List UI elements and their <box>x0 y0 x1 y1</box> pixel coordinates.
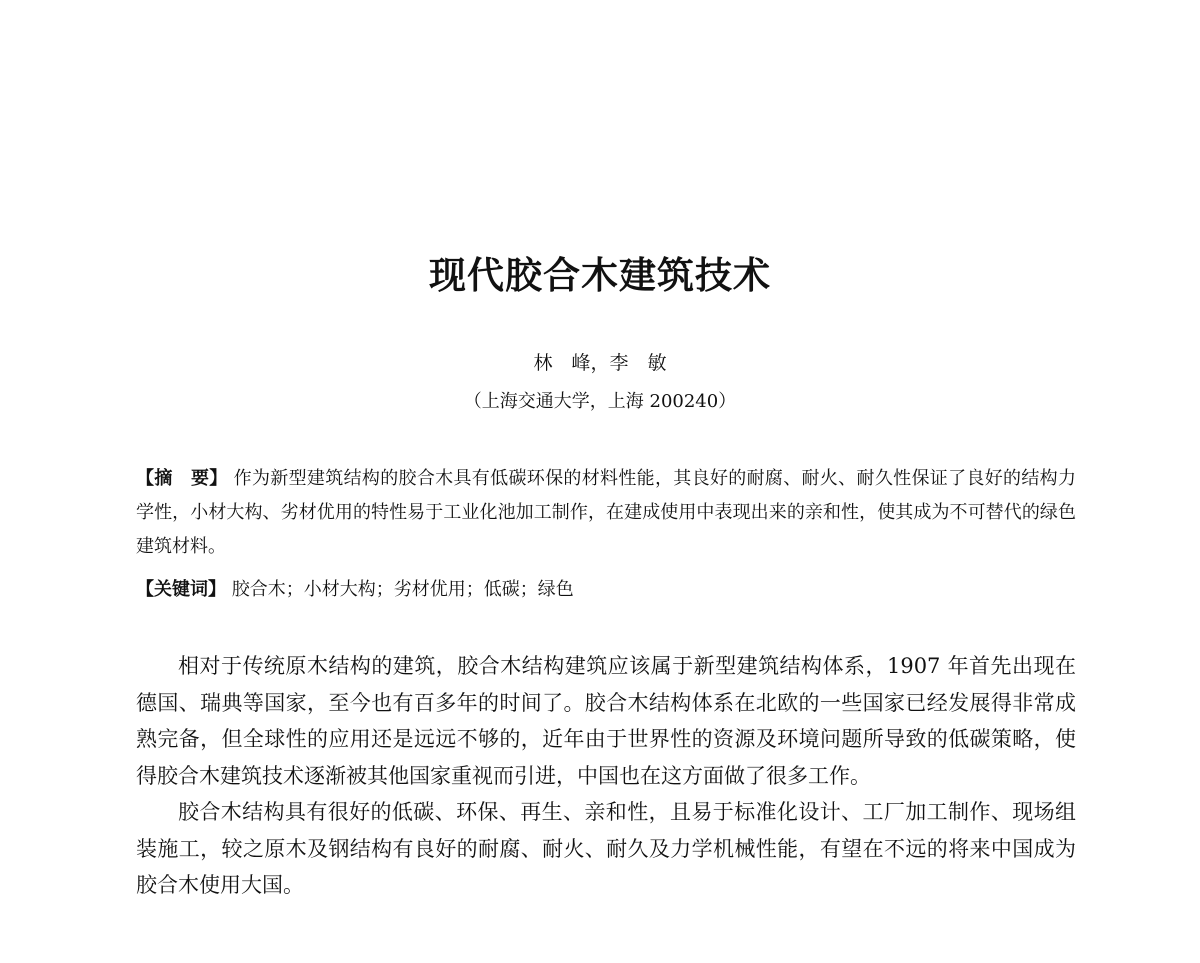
body-paragraph-2: 胶合木结构具有很好的低碳、环保、再生、亲和性，且易于标准化设计、工厂加工制作、现场组装施工，较之原木及钢结构有良好的耐腐、耐火、耐久及力学机械性能，有望在不远的将来中国成为胶合木使用大国。 <box>136 800 1076 897</box>
body-text <box>136 648 1076 904</box>
paper-affiliation: （上海交通大学，上海 200240） <box>463 391 737 412</box>
paper-title: 现代胶合木建筑技术 <box>429 254 771 297</box>
abstract-section <box>136 462 1076 564</box>
paper-authors: 林 峰，李 敏 <box>533 352 667 374</box>
body-paragraph-1: 相对于传统原木结构的建筑，胶合木结构建筑应该属于新型建筑结构体系，1907 年首先出现在德国、瑞典等国家，至今也有百多年的时间了。胶合木结构体系在北欧的一些国家已经发展得非常成熟完备，但全球性的应用还是远远不够的，近年由于世界性的资源及环境问题所导致的低碳策略，使得胶合木建筑技术逐渐被其他国家重视而引进，中国也在这方面做了很多工作。 <box>136 654 1076 788</box>
keywords-text: 胶合木；小材大构；劣材优用；低碳；绿色 <box>231 579 574 600</box>
abstract-text: 作为新型建筑结构的胶合木具有低碳环保的材料性能，其良好的耐腐、耐火、耐久性保证了良好的结构力学性，小材大构、劣材优用的特性易于工业化池加工制作，在建成使用中表现出来的亲和性，使其成为不可替代的绿色建筑材料。 <box>136 468 1077 557</box>
keywords-label: 【关键词】 <box>136 579 226 600</box>
keywords-section <box>136 573 1076 607</box>
abstract-label: 【摘 要】 <box>136 468 228 489</box>
